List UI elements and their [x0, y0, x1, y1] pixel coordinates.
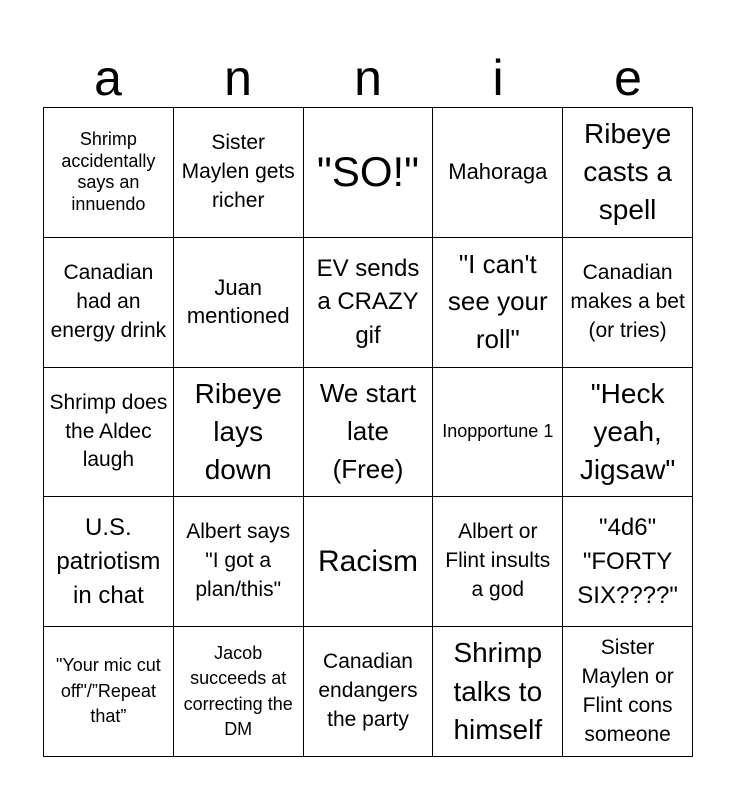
bingo-cell[interactable]: "I can't see your roll"	[433, 238, 563, 368]
bingo-cell[interactable]: Canadian makes a bet (or tries)	[563, 238, 693, 368]
bingo-cell[interactable]: "Your mic cut off"/”Repeat that”	[44, 627, 174, 757]
header-letter: n	[354, 50, 382, 106]
bingo-cell[interactable]: Shrimp does the Aldec laugh	[44, 368, 174, 498]
bingo-cell[interactable]: U.S. patriotism in chat	[44, 497, 174, 627]
bingo-header	[43, 50, 693, 106]
bingo-cell[interactable]: Albert says "I got a plan/this"	[174, 497, 304, 627]
bingo-cell[interactable]: "Heck yeah, Jigsaw"	[563, 368, 693, 498]
bingo-cell[interactable]: "SO!"	[304, 108, 434, 238]
header-letter: i	[492, 50, 504, 106]
bingo-cell[interactable]: Racism	[304, 497, 434, 627]
header-letter: e	[614, 50, 642, 106]
bingo-cell[interactable]: Sister Maylen or Flint cons someone	[563, 627, 693, 757]
bingo-cell[interactable]: Canadian endangers the party	[304, 627, 434, 757]
bingo-board	[43, 107, 693, 757]
bingo-cell[interactable]: Juan mentioned	[174, 238, 304, 368]
header-letter: a	[94, 50, 122, 106]
bingo-cell[interactable]: Ribeye lays down	[174, 368, 304, 498]
header-letter: n	[224, 50, 252, 106]
bingo-cell[interactable]: EV sends a CRAZY gif	[304, 238, 434, 368]
bingo-cell[interactable]: We start late (Free)	[304, 368, 434, 498]
bingo-cell[interactable]: Canadian had an energy drink	[44, 238, 174, 368]
bingo-cell[interactable]: Ribeye casts a spell	[563, 108, 693, 238]
bingo-cell[interactable]: Inopportune 1	[433, 368, 563, 498]
bingo-cell[interactable]: "4d6" "FORTY SIX????"	[563, 497, 693, 627]
bingo-cell[interactable]: Mahoraga	[433, 108, 563, 238]
bingo-cell[interactable]: Albert or Flint insults a god	[433, 497, 563, 627]
bingo-cell[interactable]: Shrimp talks to himself	[433, 627, 563, 757]
bingo-cell[interactable]: Jacob succeeds at correcting the DM	[174, 627, 304, 757]
bingo-cell[interactable]: Sister Maylen gets richer	[174, 108, 304, 238]
bingo-cell[interactable]: Shrimp accidentally says an innuendo	[44, 108, 174, 238]
